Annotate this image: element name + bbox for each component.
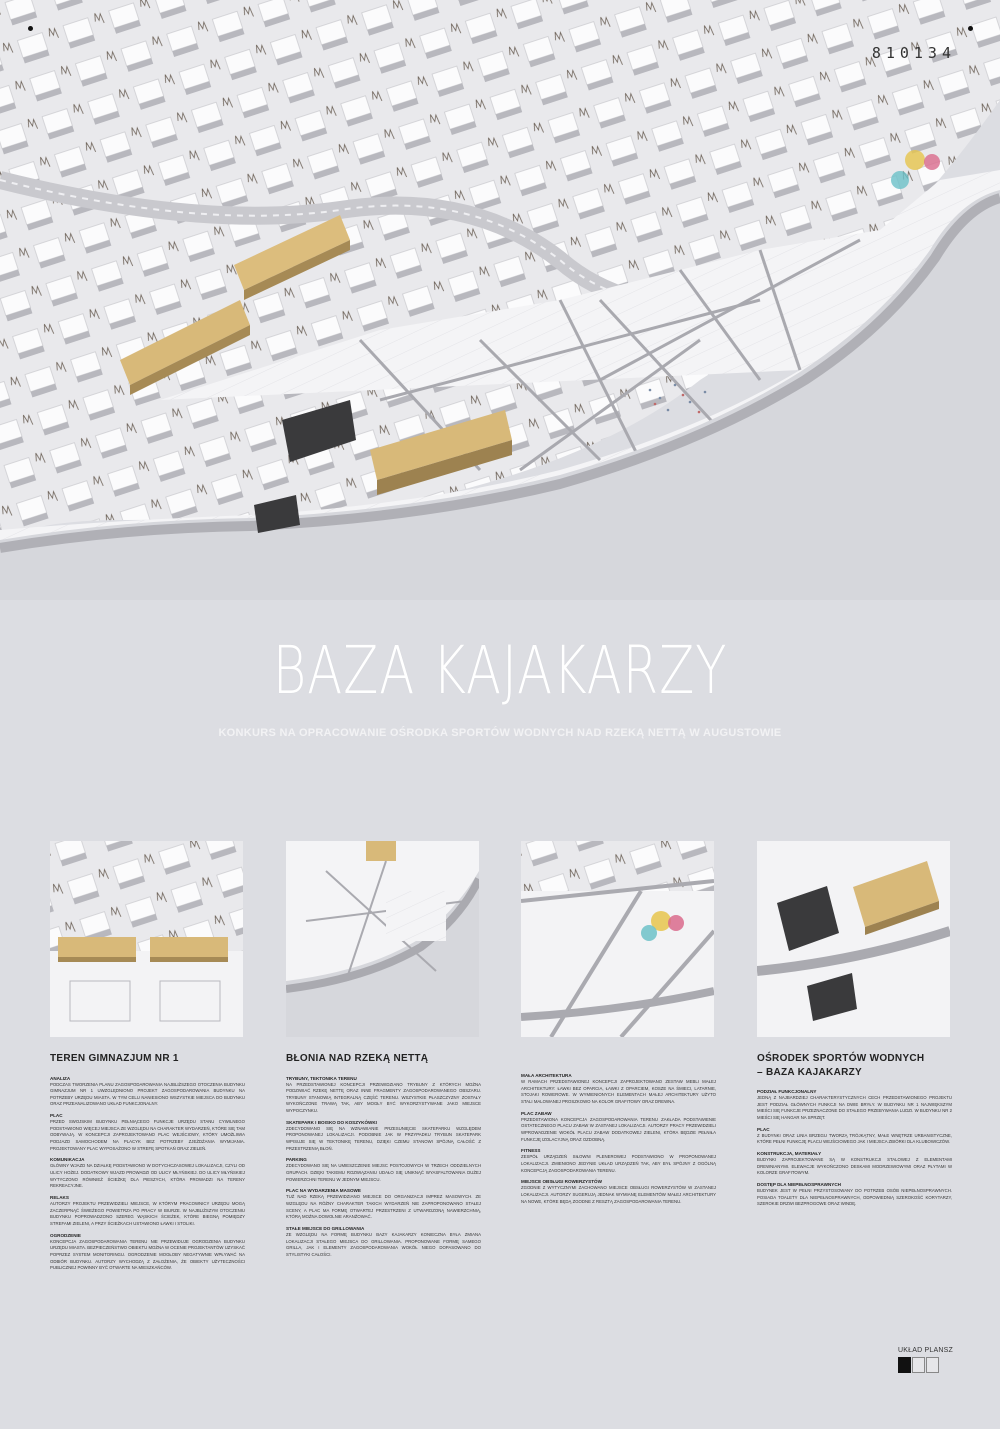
- legend-box: [898, 1357, 911, 1373]
- corner-mark: [968, 26, 973, 31]
- section-title: PODZIAŁ FUNKCJONALNY: [757, 1089, 817, 1094]
- section-title: KOMUNIKACJA: [50, 1157, 85, 1163]
- legend-boxes: [898, 1357, 953, 1373]
- thumbnail-playground: [521, 841, 714, 1037]
- corner-mark: [28, 26, 33, 31]
- thumbnail-kayak-base: [757, 841, 950, 1037]
- section-title: MIEJSCE OBSŁUGI ROWERZYSTÓW: [521, 1179, 602, 1185]
- column-small-architecture: [521, 1068, 716, 1205]
- section-text: NA PRZEDSTAWIONEJ KONCEPCJI PRZEWIDZIANO TRYBUNY Z KTÓRYCH MOŻNA PODZIWIAĆ RZEKĘ NETTĘ ORAZ INNE FRAGMENTY ZAGOSPODAROWANEGO OBSZARU. TRYBUNY STANOWIĄ INTEGRALNĄ CZĘŚĆ TERENU. WSZYSTKIE PŁASZCZYZNY ZOSTAŁY WYKOŃCZONE TRAWĄ TAK, ABY MOGŁY BYĆ WYKORZYSTYWANE JAKO MIEJSCE WYPOCZYNKU.: [286, 1081, 481, 1114]
- column-heading: OŚRODEK SPORTÓW WODNYCH – BAZA KAJAKARZY: [757, 1053, 925, 1078]
- section-title: KONSTRUKCJA, MATERIAŁY: [757, 1150, 822, 1156]
- section-text: JEDNĄ Z NAJBARDZIEJ CHARAKTERYSTYCZNYCH CECH PRZEDSTAWIONEGO PROJEKTU JEST PODZIAŁ GŁÓWNYCH FUNKCJI NA DWIE BRYŁY. W BUDYNKU NR 1 NAJWIĘKSZYM MIEŚCI SIĘ FUNKCJE PRZEZNACZONE DO STAŁEGO PRZEBYWANIA LUDZI. W BUDYNKU NR 2 MIEŚCI SIĘ HANGAR NA SPRZĘT.: [757, 1095, 952, 1120]
- board-code: 810134: [871, 44, 956, 62]
- section-title: PLAC: [50, 1113, 63, 1119]
- section-title: PARKING: [286, 1157, 307, 1163]
- column-meadows: [286, 1052, 481, 1259]
- column-gymnasium: [50, 1052, 245, 1272]
- section-title: PLAC: [757, 1126, 770, 1132]
- section-title: DOSTĘP DLA NIEPEŁNOSPRAWNYCH: [757, 1181, 841, 1187]
- section-text: BUDYNKI ZAPROJEKTOWANE SĄ W KONSTRUKCJI STALOWEJ Z ELEMENTAMI DREWNIANYMI. ELEWACJE WYKOŃCZONO DESKAMI MODRZEWIOWYMI ORAZ PŁYTAMI W KOLORZE GRAFITOWYM.: [757, 1156, 952, 1176]
- section-text: ZGODNIE Z WYTYCZNYMI ZACHOWANO MIEJSCE OBSŁUGI ROWERZYSTÓW W ZASTANEJ LOKALIZACJI. AUTORZY SUGERUJĄ JEDNAK WYMIANĘ ELEMENTÓW MAŁEJ ARCHITEKTURY NA NOWE, KTÓRE BĘDĄ ZGODNE Z RESZTĄ ZAGOSPODAROWANIA TERENU.: [521, 1185, 716, 1204]
- section-text: KONCEPCJA ZAGOSPODAROWANIA TERENU NIE PRZEWIDUJE OGRODZENIA BUDYNKU URZĘDU MIASTA. BEZPIECZEŃSTWO OBIEKTU MOŻNA W OCENIE PROJEKTANTÓW UZYSKAĆ POPRZEZ SYSTEM MONITORINGU. OGRODZENIE MOGŁOBY NEGATYWNIE WPŁYWAĆ NA ODBIÓR BUDYNKU. AUTORZY WYCHODZĄ Z ZAŁOŻENIA, ŻE OBIEKTY UŻYTECZNOŚCI PUBLICZNEJ POWINNY BYĆ OTWARTE NA MIESZKAŃCÓW.: [50, 1238, 245, 1271]
- thumbnail-playground-drawing: [521, 841, 714, 1037]
- section-text: ZDECYDOWANO SIĘ NA WZNAWIANIE PRZESUNIĘCIE SKATEPARKU WZGLĘDEM PROPONOWANEJ LOKALIZACJI. PODOBNIE JAK W PRZYPADKU TRYBUN SKATEPARK WPISUJE SIĘ W TEKTONIKĘ TERENU, DZIĘKI CZEMU STANOWI SPÓJNĄ CAŁOŚĆ Z PRZESTRZENIĄ BŁOŃ.: [286, 1125, 481, 1151]
- page-title: BAZA KAJAKARZY: [272, 632, 728, 709]
- thumbnail-kayak-base-drawing: [757, 841, 950, 1037]
- section-title: RELAKS: [50, 1195, 69, 1201]
- thumbnail-meadows: [286, 841, 479, 1037]
- section-text: PRZEDSTAWIONA KONCEPCJA ZAGOSPODAROWANIA TERENU ZAKŁADA PODSTAWIENIE OSTATECZNEGO PLACU ZABAW W ZASTANEJ LOKALIZACJI. AUTORZY PRACY PRZEWIDZIELI WPROWADZENIE WOKÓŁ PLACU ZABAW DODATKOWEJ ZIELENI, KTÓRA BĘDZIE PEŁNIŁA FUNKCJĘ IZOLACYJNĄ ORAZ OZDOBNĄ.: [521, 1116, 716, 1142]
- column-heading: BŁONIA NAD RZEKĄ NETTĄ: [286, 1053, 429, 1064]
- section-text: BUDYNEK JEST W PEŁNI PRZYSTOSOWANY DO POTRZEB OSÓB NIEPEŁNOSPRAWNYCH. POSIADA TOALETY DLA NIEPEŁNOSPRAWNYCH, ODPOWIEDNIĄ SZEROKOŚĆ KORYTARZY, SZEROKIE DRZWI BEZPROGOWE ORAZ WINDĘ.: [757, 1187, 952, 1207]
- section-title: ANALIZA: [50, 1075, 71, 1081]
- legend-box: [926, 1357, 939, 1373]
- section-text: TUŻ NAD RZEKĄ PRZEWIDZIANO MIEJSCE DO ORGANIZACJI IMPREZ MASOWYCH. ZE WZGLĘDU NA RÓŻNY CHARAKTER TAKICH WYDARZEŃ NIE ZAPROPONOWANO STAŁEJ SCENY, A PLAC MA FORMĘ OTWARTEJ PRZESTRZENI Z UTWARDZONĄ NAWIERZCHNIĄ, KTÓRĄ MOŻNA DOWOLNIE ARANŻOWAĆ.: [286, 1194, 481, 1220]
- section-text: PODCZAS TWORZENIA PLANU ZAGOSPODAROWANIA NAJBLIŻSZEGO OTOCZENIA BUDYNKU GIMNAZJUM NR 1 UWZGLĘDNIONO PROJEKT ZAGOSPODAROWANIA BUDYNKU NA POTRZEBY URZĘDU MIASTA. W TYM CELU NANIESIONO WSZYSTKIE MIEJSCA DO BUDYNKU ORAZ PRZEANALIZOWANO UKŁAD FUNKCJONALNY.: [50, 1081, 245, 1107]
- section-title: PLAC NA WYDARZENIA MASOWE: [286, 1188, 361, 1194]
- section-title: FITNESS: [521, 1148, 541, 1154]
- section-title: OGRODZENIE: [50, 1232, 81, 1238]
- section-text: Z BUDYNKI ORAZ LINIA BRZEGU TWORZĄ TRÓJKĄTNY, MAŁE WNĘTRZE URBANISTYCZNE, KTÓRE PEŁNI FUNKCJĘ PLACU WEJŚCIOWEGO JAK I MIEJSCA ZBIÓRKI DLA KLUBOWICZÓW.: [757, 1132, 952, 1145]
- section-text: ZESPÓŁ URZĄDZEŃ SIŁOWNI PLENEROWEJ PODSTAWIONO W PROPONOWANEJ LOKALIZACJI. ZMIENIONO JEDYNIE UKŁAD URZĄDZEŃ TAK, ABY BYŁ SPÓJNY Z OGÓLNĄ KONCEPCJĄ ZAGOSPODAROWANIA TERENU.: [521, 1154, 716, 1173]
- board-layout-legend: [898, 1347, 953, 1373]
- section-title: PLAC ZABAW: [521, 1110, 552, 1116]
- thumbnail-gymnasium: [50, 841, 243, 1037]
- column-kayak-base: [757, 1052, 952, 1208]
- page-subtitle: KONKURS NA OPRACOWANIE OŚRODKA SPORTÓW WODNYCH NAD RZEKĄ NETTĄ W AUGUSTOWIE: [218, 727, 782, 739]
- section-title: STAŁE MIEJSCE DO GRILLOWANIA: [286, 1226, 365, 1231]
- section-text: GŁÓWNY WJAZD NA DZIAŁKĘ PODSTAWIONO W DOTYCHCZASOWEJ LOKALIZACJI, CZYLI OD ULICY HOŻEJ. DODATKOWY WJAZD PROWADZI OD ULICY MŁYŃSKIEJ. DO ULICY MŁYŃSKIEJ WYTYCZONO RÓWNIEŻ ŚCIEŻKĘ DLA PIESZYCH, KTÓRA PROWADZI NA TERENY REKREACYJNE.: [50, 1163, 245, 1189]
- section-text: W RAMACH PRZEDSTAWIONEJ KONCEPCJI ZAPROJEKTOWANO ZESTAW MEBLI MAŁEJ ARCHITEKTURY: ŁAWKI BEZ OPARCIA, ŁAWKI Z OPARCIEM, KOSZE NA ŚMIECI, LATARNIE, STOJAKI ROWEROWE. W WYMIENIONYCH ELEMENTACH MAŁEJ ARCHITEKTURY UŻYTO STALI MALOWANEJ PROSZKOWO NA KOLOR GRAFITOWY ORAZ DREWNA.: [521, 1079, 716, 1104]
- aerial-render: [0, 0, 1000, 600]
- thumbnail-meadows-drawing: [286, 841, 479, 1037]
- section-title: SKATEPARK I BOISKO DO KOSZYKÓWKI: [286, 1119, 377, 1125]
- legend-label: UKŁAD PLANSZ: [898, 1347, 953, 1354]
- section-text: PRZED SWOJSKIM BUDYNKU PEŁNIĄCEGO FUNKCJE URZĘDU STANU CYWILNEGO PODSTAWIONO WIĘCEJ MIEJSCA ZE WZGLĘDU NA CHARAKTER WYDARZEŃ, KTÓRE SIĘ TAM ODBYWAJĄ. W KONCEPCJI ZAPROJEKTOWANO PLAC WEJŚCIOWY, KTÓRY UMOŻLIWIA PODJAZD SAMOCHODEM NA PLACYK BEZ POTRZEBY ZJEŻDŻANIA WYMIJANIA. PROJEKTOWANY PLAC WYPOSAŻONO W STREFĘ SPOTKAŃ ORAZ ZIELEŃ.: [50, 1119, 245, 1151]
- aerial-render-drawing: [0, 0, 1000, 600]
- section-text: ZDECYDOWANO SIĘ NA UMIESZCZENIE MIEJSC POSTOJOWYCH W TRZECH ODDZIELNYCH GRUPACH. DZIĘKI TAKIEMU ROZWIĄZANIU UDAŁO SIĘ UNIKNĄĆ WYASFALTOWANIA DUŻEJ POWIERZCHNI TERENU W JEDNYM MIEJSCU.: [286, 1163, 481, 1182]
- section-title: TRYBUNY, TEKTONIKA TERENU: [286, 1075, 357, 1081]
- column-heading: TEREN GIMNAZJUM NR 1: [50, 1053, 179, 1064]
- section-text: AUTORZY PROJEKTU PRZEWIDZIELI MIEJSCE, W KTÓRYM PRACOWNICY URZĘDU MOGĄ ZACZERPNĄĆ ŚWIEŻEGO POWIETRZA PO PRACY W BIURZE. W NAJBLIŻSZYM OTOCZENIU BUDYNKU POPROWADZONO SZEREG WĄSKICH ŚCIEŻEK, KTÓRE BIEGNĄ POMIĘDZY STREFAMI ZIELENI, A PRZY ŚCIEŻKACH USTAWIONO ŁAWKI I STOLIKI.: [50, 1201, 245, 1226]
- section-title: MAŁA ARCHITEKTURA: [521, 1073, 572, 1078]
- legend-box: [912, 1357, 925, 1373]
- section-text: ZE WZGLĘDU NA FORMĘ BUDYNKU BAZY KAJAKARZY KONIECZNA BYŁA ZMIANA LOKALIZACJI STAŁEGO MIEJSCA DO GRILLOWANIA. PROPONOWANE FORMĘ SAMEGO GRILLA, JAK I ELEMENTY ZAGOSPODAROWANIA WOKÓŁ NIEGO DOPASOWANO DO STYLISTYKI CAŁOŚCI.: [286, 1232, 481, 1257]
- thumbnail-gymnasium-drawing: [50, 841, 243, 1037]
